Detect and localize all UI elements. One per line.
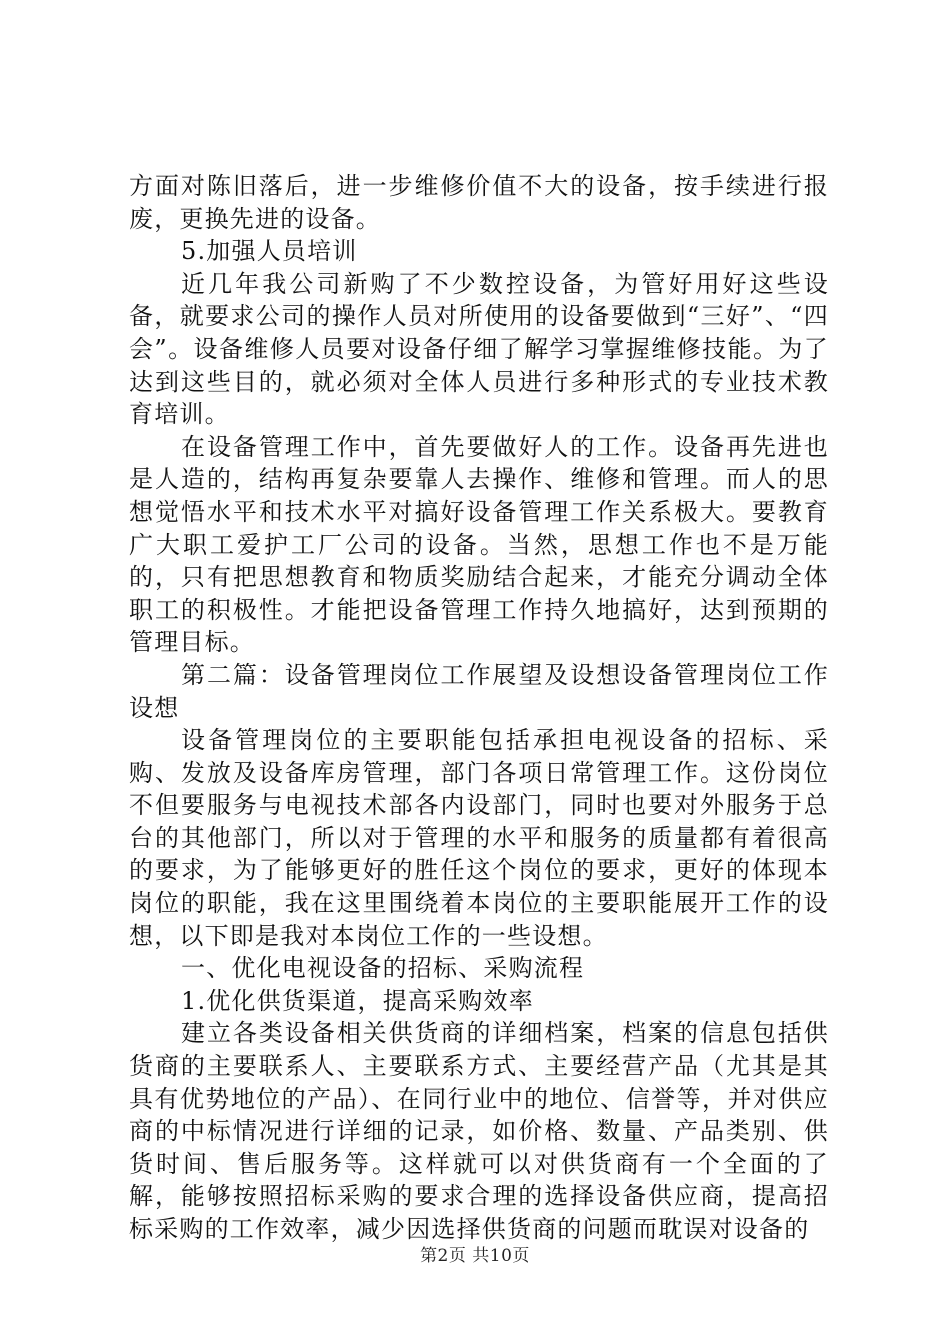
paragraph-training: 近几年我公司新购了不少数控设备，为管好用好这些设备，就要求公司的操作人员对所使用的设备要做到“三好”、“四会”。设备维修人员要对设备仔细了解学习掌握维修技能。为了达到这些目的，就必须对全体人员进行多种形式的专业技术教育培训。 <box>129 269 829 429</box>
section-heading-1: 一、优化电视设备的招标、采购流程 <box>181 954 585 983</box>
section-heading-5: 5.加强人员培训 <box>181 237 358 266</box>
paragraph-job-duties: 设备管理岗位的主要职能包括承担电视设备的招标、采购、发放及设备库房管理，部门各项日常管理工作。这份岗位不但要服务与电视技术部各内设部门，同时也要对外服务于总台的其他部门，所以对于管理的水平和服务的质量都有着很高的要求，为了能够更好的胜任这个岗位的要求，更好的体现本岗位的职能，我在这里围绕着本岗位的主要职能展开工作的设想，以下即是我对本岗位工作的一些设想。 <box>129 726 829 950</box>
chapter-title: 第二篇：设备管理岗位工作展望及设想设备管理岗位工作设想 <box>129 660 829 722</box>
paragraph-supplier-archive: 建立各类设备相关供货商的详细档案，档案的信息包括供货商的主要联系人、主要联系方式、主要经营产品（尤其是其具有优势地位的产品）、在同行业中的地位、信誉等，并对供应商的中标情况进行详细的记录，如价格、数量、产品类别、供货时间、售后服务等。这样就可以对供货商有一个全面的了解，能够按照招标采购的要求合理的选择设备供应商，提高招标采购的工作效率，减少因选择供货商的问题而耽误对设备的 <box>129 1019 829 1243</box>
subsection-heading-1-1: 1.优化供货渠道，提高采购效率 <box>181 986 534 1015</box>
paragraph-people-work: 在设备管理工作中，首先要做好人的工作。设备再先进也是人造的，结构再复杂要靠人去操作、维修和管理。而人的思想觉悟水平和技术水平对搞好设备管理工作关系极大。要教育广大职工爱护工厂公司的设备。当然，思想工作也不是万能的，只有把思想教育和物质奖励结合起来，才能充分调动全体职工的积极性。才能把设备管理工作持久地搞好，达到预期的管理目标。 <box>129 432 829 657</box>
paragraph-1: 方面对陈旧落后，进一步维修价值不大的设备，按手续进行报废，更换先进的设备。 <box>129 172 829 233</box>
document-body <box>129 170 829 1246</box>
page-footer: 第2页 共10页 <box>420 1246 530 1266</box>
